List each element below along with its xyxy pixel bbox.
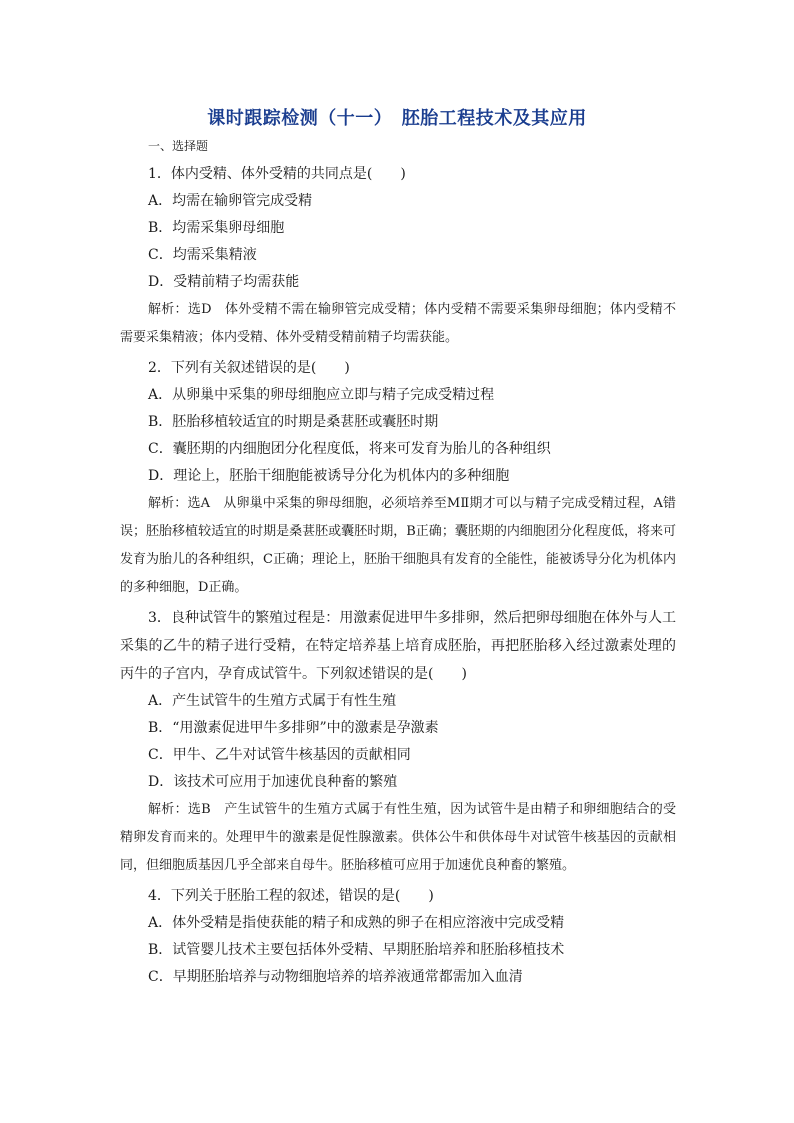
option-d: D．受精前精子均需获能 bbox=[148, 274, 300, 290]
question-stem: 2．下列有关叙述错误的是( ) bbox=[148, 360, 350, 376]
question-1 bbox=[120, 160, 676, 352]
question-stem: 3．良种试管牛的繁殖过程是：用激素促进甲牛多排卵，然后把卵母细胞在体外与人工采集的乙牛的精子进行受精，在特定培养基上培育成胚胎，再把胚胎移入经过激素处理的丙牛的子宫内，孕育成试管牛。下列叙述错误的是( ) bbox=[120, 610, 676, 682]
option-a: A．从卵巢中采集的卵母细胞应立即与精子完成受精过程 bbox=[148, 387, 495, 403]
section-heading: 一、选择题 bbox=[148, 139, 209, 153]
option-c: C．囊胚期的内细胞团分化程度低，将来可发育为胎儿的各种组织 bbox=[148, 441, 551, 457]
option-c: C．甲牛、乙牛对试管牛核基因的贡献相同 bbox=[148, 747, 411, 763]
document-body bbox=[120, 134, 676, 991]
option-d: D．理论上，胚胎干细胞能被诱导分化为机体内的多种细胞 bbox=[148, 468, 510, 484]
question-stem: 1．体内受精、体外受精的共同点是( ) bbox=[148, 166, 406, 182]
option-a: A．产生试管牛的生殖方式属于有性生殖 bbox=[148, 693, 397, 709]
question-3 bbox=[120, 604, 676, 880]
analysis: 解析：选D 体外受精不需在输卵管完成受精；体内受精不需要采集卵母细胞；体内受精不需要采集精液；体内受精、体外受精受精前精子均需获能。 bbox=[120, 302, 676, 345]
question-2 bbox=[120, 354, 676, 602]
option-a: A．体外受精是指使获能的精子和成熟的卵子在相应溶液中完成受精 bbox=[148, 915, 565, 931]
analysis: 解析：选B 产生试管牛的生殖方式属于有性生殖，因为试管牛是由精子和卵细胞结合的受精卵发育而来的。处理甲牛的激素是促性腺激素。供体公牛和供体母牛对试管牛核基因的贡献相同，但细胞质基因几乎全部来自母牛。胚胎移植可应用于加速优良种畜的繁殖。 bbox=[120, 802, 676, 873]
question-stem: 4．下列关于胚胎工程的叙述，错误的是( ) bbox=[148, 888, 434, 904]
option-a: A．均需在输卵管完成受精 bbox=[148, 193, 313, 209]
option-b: B．胚胎移植较适宜的时期是桑葚胚或囊胚时期 bbox=[148, 414, 439, 430]
analysis: 解析：选A 从卵巢中采集的卵母细胞，必须培养至MⅡ期才可以与精子完成受精过程，A错误；胚胎移植较适宜的时期是桑葚胚或囊胚时期，B正确；囊胚期的内细胞团分化程度低，将来可发育为胎儿的各种组织，C正确；理论上，胚胎干细胞具有发育的全能性，能被诱导分化为机体内的多种细胞，D正确。 bbox=[120, 496, 676, 595]
option-d: D．该技术可应用于加速优良种畜的繁殖 bbox=[148, 774, 398, 790]
option-c: C．早期胚胎培养与动物细胞培养的培养液通常都需加入血清 bbox=[148, 969, 523, 985]
option-b: B．均需采集卵母细胞 bbox=[148, 220, 285, 236]
page-title: 课时跟踪检测（十一） 胚胎工程技术及其应用 bbox=[207, 108, 587, 129]
option-c: C．均需采集精液 bbox=[148, 247, 257, 263]
option-b: B．“用激素促进甲牛多排卵”中的激素是孕激素 bbox=[148, 720, 439, 736]
option-b: B．试管婴儿技术主要包括体外受精、早期胚胎培养和胚胎移植技术 bbox=[148, 942, 565, 958]
question-4 bbox=[120, 882, 676, 991]
